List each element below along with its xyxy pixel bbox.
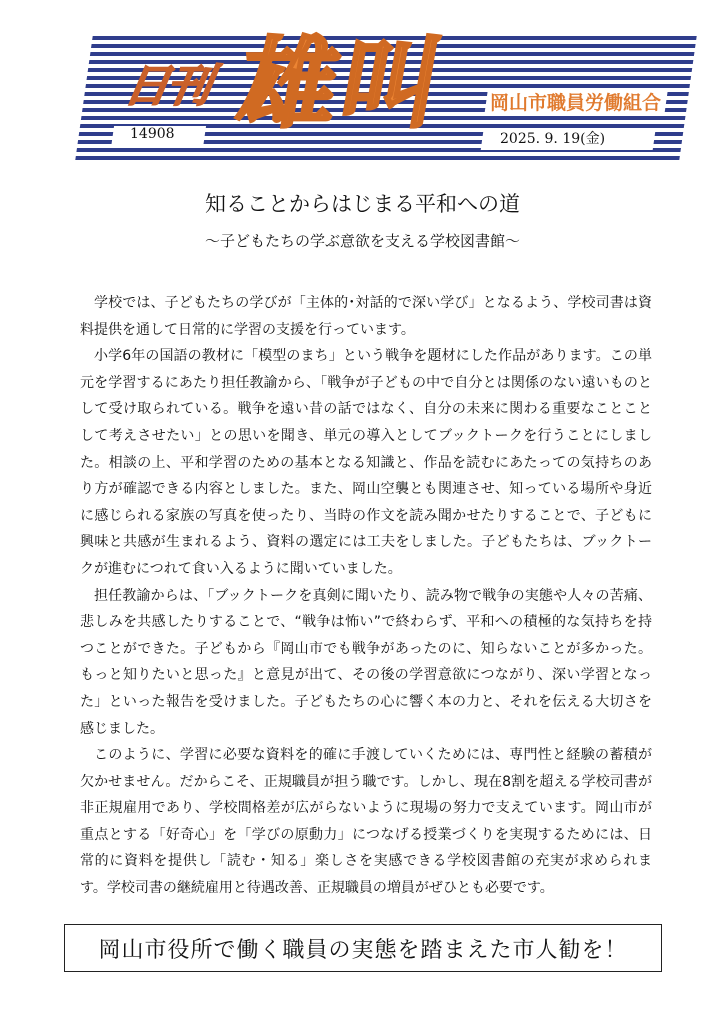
article-body — [80, 290, 652, 902]
union-name-text: 岡山市職員労働組合 — [490, 92, 662, 114]
article-headline: 知ることからはじまる平和への道 — [205, 192, 520, 216]
slogan-box — [64, 924, 662, 972]
union-name — [484, 90, 668, 116]
article-paragraph: 担任教諭からは、「ブックトークを真剣に聞いたり、読み物で戦争の実態や人々の苦痛、悲しみを共感したりすることで、“戦争は怖い”で終わらず、平和への積極的な気持ちを持つことができた。子どもから『岡山市でも戦争があったのに、知らないことが多かった。もっと知りたいと思った』と意見が出て、その後の学習意欲につながり、深い学習となった」といった報告を受けました。子どもたちの心に響く本の力と、それを伝える大切さを感じました。 — [80, 587, 652, 737]
issue-number: 14908 — [124, 126, 181, 142]
masthead-title-small: 日刊 — [120, 61, 214, 112]
issue-date: 2025. 9. 19(金) — [494, 128, 611, 148]
slogan-text: 岡山市役所で働く職員の実態を踏まえた市人勧を！ — [98, 937, 628, 963]
article-paragraph: 小学6年の国語の教材に「模型のまち」という戦争を題材にした作品があります。この単元を学習するにあたり担任教諭から、「戦争が子どもの中で自分とは関係のない遠いものとして受け取られている。戦争を遠い昔の話ではなく、自分の未来に関わる重要なことことして考えさせたい」との思いを聞き、単元の導入としてブックトークを行うことにしました。相談の上、平和学習のための基本となる知識と、作品を読むにあたっての気持ちのあり方が確認できる内容としました。また、岡山空襲とも関連させ、知っている場所や身近に感じられる家族の写真を使ったり、当時の作文を読み聞かせたりすることで、子どもに興味と共感が生まれるよう、資料の選定には工夫をしました。子どもたちは、ブックトークが進むにつれて食い入るように聞いていました。 — [80, 348, 652, 577]
article-paragraph: このように、学習に必要な資料を的確に手渡していくためには、専門性と経験の蓄積が欠かせません。だからこそ、正規職員が担う職です。しかし、現在8割を超える学校司書が非正規雇用であり、学校間格差が広がらないように現場の努力で支えています。岡山市が重点とする「好奇心」を「学びの原動力」につなげる授業づくりを実現するためには、日常的に資料を提供し「読む・知る」楽しさを実感できる学校図書館の充実が求められます。学校司書の継続雇用と待遇改善、正規職員の増員がぜひとも必要です。 — [80, 747, 652, 897]
article-paragraph: 学校では、子どもたちの学びが「主体的･対話的で深い学び」となるよう、学校司書は資料提供を通して日常的に学習の支援を行っています。 — [80, 295, 652, 338]
masthead-title-logo: 雄叫 — [229, 28, 455, 142]
article-subheadline: ～子どもたちの学ぶ意欲を支える学校図書館～ — [204, 232, 520, 250]
